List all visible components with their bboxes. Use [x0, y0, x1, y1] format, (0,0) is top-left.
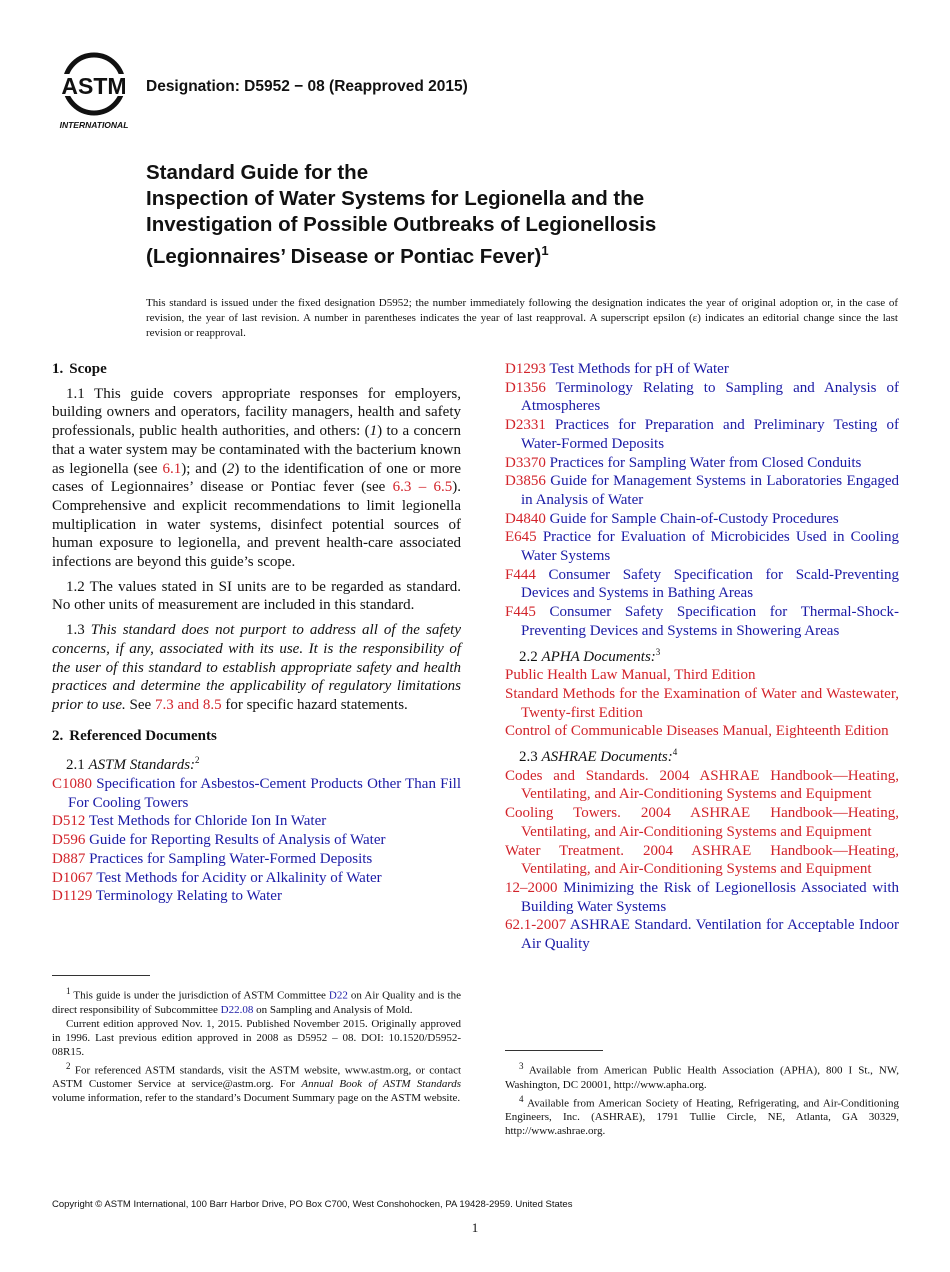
standard-code-link[interactable]: D1293: [505, 361, 546, 377]
footnote-mark: 4: [519, 1093, 524, 1104]
subhead-footnote-mark: 3: [655, 646, 661, 657]
para-text: ) to the identification of one or more cases of Legionnaires’ disease or Pontiac fever (see: [52, 460, 461, 496]
referenced-heading-text: Referenced Documents: [69, 727, 217, 744]
footnote-italic: Annual Book of ASTM Standards: [301, 1078, 461, 1091]
subcommittee-link[interactable]: D22.08: [220, 1003, 254, 1016]
scope-para-1-2: 1.2 The values stated in SI units are to be regarded as standard. No other units of measurement are included in this standard.: [52, 578, 461, 614]
subhead-text: ASTM Standards:: [88, 757, 196, 774]
referenced-heading: [52, 727, 461, 746]
para-text: ); and (: [181, 460, 227, 477]
subhead-footnote-mark: 4: [672, 747, 678, 758]
ashrae-document-item[interactable]: Cooling Towers. 2004 ASHRAE Handbook—Heating, Ventilating, and Air-Conditioning Systems and Equipment: [505, 805, 899, 840]
footnote-1-edition: Current edition approved Nov. 1, 2015. Published November 2015. Originally approved in 1996. Last previous edition approved in 2008 as D5952 – 08. DOI: 10.1520/D5952-08R15.: [52, 1017, 461, 1058]
standard-code-link[interactable]: 62.1-2007: [505, 917, 567, 934]
standard-title-link[interactable]: Terminology Relating to Water: [95, 888, 282, 905]
standard-code-link[interactable]: D887: [52, 850, 86, 867]
footnote-mark: 3: [519, 1061, 524, 1071]
footnote-4: [505, 1092, 899, 1139]
standard-title-link[interactable]: Specification for Asbestos-Cement Products Other Than Fill For Cooling Towers: [68, 776, 461, 811]
footnote-text: Available from American Public Health Association (APHA), 800 I St., NW, Washington, DC 20001, http://www.apha.org.: [505, 1064, 899, 1091]
astm-logo-graphic: [52, 52, 136, 134]
footnotes-right: [505, 1050, 899, 1138]
scope-para-1-1: [52, 385, 461, 572]
footnote-divider: [505, 1050, 603, 1051]
astm-standard-item: [52, 869, 461, 888]
astm-standard-item: [52, 812, 461, 831]
footnotes-left: [52, 975, 461, 1105]
para-number: 1.3: [66, 622, 91, 639]
standard-title-link[interactable]: ASHRAE Standard. Ventilation for Acceptable Indoor Air Quality: [521, 917, 899, 953]
para-text: 1.1 This guide covers appropriate responses for employers, building owners and operators, facility managers, health and safety professionals, public health authorities, and others: (: [52, 385, 461, 440]
para-text: for specific hazard statements.: [221, 696, 408, 713]
referenced-heading-number: 2.: [52, 727, 64, 744]
footnote-text: volume information, refer to the standard’s Document Summary page on the ASTM website.: [52, 1092, 461, 1105]
designation-note: This standard is issued under the fixed designation D5952; the number immediately following the designation indicates the year of original adoption or, in the case of revision, the year of last revision. A number in parentheses indicates the year of last reapproval. A superscript epsilon (ε) indicates an editorial change since the last revision or reapproval.: [146, 297, 898, 339]
section-link[interactable]: 7.3 and 8.5: [154, 696, 222, 713]
footnote-text: For referenced ASTM standards, visit the ASTM website, www.astm.org, or contact ASTM Customer Service at service@astm.org. For: [52, 1064, 462, 1091]
apha-document-item[interactable]: Standard Methods for the Examination of Water and Wastewater, Twenty-first Edition: [505, 685, 899, 721]
para-italic-text: This standard does not purport to address all of the safety concerns, if any, associated with its use. It is the responsibility of the user of this standard to establish appropriate safety and health practices and determine the applicability of regulatory limitations prior to use.: [52, 622, 461, 713]
committee-link[interactable]: D22: [328, 989, 348, 1002]
astm-standard-item: [52, 775, 461, 812]
astm-standard-item: [505, 360, 899, 379]
subhead-text: ASHRAE Documents:: [541, 749, 673, 766]
standard-title-link[interactable]: Test Methods for Acidity or Alkalinity of Water: [96, 869, 382, 886]
designation: Designation: D5952 − 08 (Reapproved 2015): [146, 78, 468, 95]
footnote-3: [505, 1059, 899, 1092]
scope-heading: [52, 360, 461, 379]
standard-code-link[interactable]: D596: [52, 832, 86, 849]
astm-standard-item: [505, 510, 899, 529]
standard-code-link[interactable]: E645: [505, 529, 537, 546]
standard-code-link[interactable]: F445: [505, 604, 536, 621]
standard-title-link[interactable]: Consumer Safety Specification for Thermal-Shock-Preventing Devices and Systems in Showering Areas: [521, 604, 899, 639]
footnote-text: on Air Quality and is the direct responsibility of Subcommittee: [52, 989, 461, 1016]
astm-standard-item: [505, 454, 899, 473]
footnote-text: on Sampling and Analysis of Mold.: [253, 1003, 413, 1016]
logo-subtext: INTERNATIONAL: [59, 120, 129, 130]
right-column: [505, 360, 899, 954]
standard-title-link[interactable]: Consumer Safety Specification for Scald-Preventing Devices and Systems in Bathing Areas: [521, 566, 900, 602]
standard-code-link[interactable]: D3856: [505, 473, 546, 490]
para-enum: 1: [369, 423, 378, 440]
subhead-number: 2.1: [66, 757, 89, 774]
apha-document-item[interactable]: Control of Communicable Diseases Manual, Eighteenth Edition: [505, 723, 889, 740]
title-line-1: Standard Guide for the: [146, 161, 369, 184]
standard-title-link[interactable]: Practices for Sampling Water-Formed Deposits: [89, 850, 373, 867]
standard-title-link[interactable]: Guide for Sample Chain-of-Custody Procedures: [549, 510, 839, 527]
standard-title-link[interactable]: Practice for Evaluation of Microbicides Used in Cooling Water Systems: [521, 529, 900, 565]
title-line-2: Inspection of Water Systems for Legionella and the: [146, 187, 645, 210]
subhead-text: APHA Documents:: [541, 648, 656, 665]
title-footnote-mark: 1: [541, 243, 549, 258]
standard-code-link[interactable]: F444: [505, 566, 536, 583]
footnote-text: This guide is under the jurisdiction of ASTM Committee: [73, 989, 329, 1002]
ashrae-standard-item: [505, 916, 899, 953]
astm-standard-item: [505, 416, 899, 453]
copyright-notice: Copyright © ASTM International, 100 Barr Harbor Drive, PO Box C700, West Conshohocken, PA 19428-2959. United States: [52, 1199, 573, 1210]
title-line-4-text: (Legionnaires’ Disease or Pontiac Fever): [146, 244, 542, 268]
document-title: [146, 160, 866, 270]
standard-title-link[interactable]: Terminology Relating to Sampling and Analysis of Atmospheres: [521, 379, 899, 415]
astm-logo: [52, 52, 136, 134]
standard-title-link[interactable]: Guide for Reporting Results of Analysis of Water: [89, 832, 386, 849]
footnote-divider: [52, 975, 150, 976]
standard-code-link[interactable]: D1067: [52, 869, 93, 886]
astm-standard-item: [505, 472, 899, 509]
astm-standard-item: [505, 528, 899, 565]
para-text: ) to a concern that a water system may be contaminated with the bacterium known as legionella (see: [52, 423, 461, 477]
standard-title-link[interactable]: Practices for Sampling Water from Closed Conduits: [549, 454, 862, 471]
para-text: ). Comprehensive and explicit recommendations to limit legionella multiplication in water systems, disinfect potential sources of human exposure to legionella, and prevent health-care associated infections are beyond this guide’s scope.: [52, 479, 462, 571]
page-number: 1: [471, 1220, 479, 1235]
ashrae-standard-item: [505, 879, 899, 916]
logo-text: ASTM: [61, 73, 127, 99]
standard-code-link[interactable]: D2331: [505, 417, 546, 434]
title-line-3: Investigation of Possible Outbreaks of Legionellosis: [146, 213, 657, 236]
apha-document-item[interactable]: Public Health Law Manual, Third Edition: [505, 667, 756, 684]
standard-title-link[interactable]: Test Methods for pH of Water: [549, 361, 729, 377]
section-link[interactable]: 6.1: [162, 460, 182, 477]
standard-title-link[interactable]: Test Methods for Chloride Ion In Water: [88, 813, 327, 830]
subhead-footnote-mark: 2: [195, 755, 200, 766]
footnote-mark: 2: [66, 1060, 71, 1071]
standard-title-link[interactable]: Practices for Preparation and Preliminary Testing of Water-Formed Deposits: [521, 417, 899, 452]
footnote-2: [52, 1059, 461, 1106]
astm-standard-item: [505, 379, 899, 416]
footnote-text: Available from American Society of Heating, Refrigerating, and Air-Conditioning Engineers, Inc. (ASHRAE), 1791 Tullie Circle, NE, Atlanta, GA 30329, http://www.ashrae.org.: [505, 1097, 899, 1138]
astm-standard-item: [505, 566, 899, 603]
astm-standards-label: [52, 751, 461, 775]
left-column: [52, 360, 461, 906]
ashrae-document-item[interactable]: Water Treatment. 2004 ASHRAE Handbook—Heating, Ventilating, and Air-Conditioning Systems and Equipment: [505, 842, 899, 878]
astm-standard-item: [52, 887, 461, 906]
ashrae-standards-list: [505, 879, 899, 954]
standard-code-link[interactable]: D4840: [505, 510, 546, 527]
standard-title-link[interactable]: Guide for Management Systems in Laboratories Engaged in Analysis of Water: [521, 473, 900, 508]
astm-standard-item: [52, 850, 461, 869]
standard-code-link[interactable]: 12–2000: [505, 879, 558, 896]
subhead-number: 2.2: [519, 648, 542, 665]
footnote-1: [52, 984, 461, 1017]
subhead-number: 2.3: [519, 749, 542, 766]
standard-code-link[interactable]: D1356: [505, 379, 546, 396]
scope-heading-text: Scope: [69, 361, 107, 377]
para-enum: 2: [226, 460, 235, 477]
standard-code-link[interactable]: D3370: [505, 454, 546, 471]
scope-para-1-3: [52, 621, 461, 715]
scope-heading-number: 1.: [52, 361, 64, 377]
astm-standard-item: [52, 831, 461, 850]
standard-title-link[interactable]: Minimizing the Risk of Legionellosis Associated with Building Water Systems: [521, 879, 900, 915]
apha-documents-label: [505, 643, 899, 667]
ashrae-documents-label: [505, 743, 899, 767]
standard-code-link[interactable]: D1129: [52, 888, 93, 905]
section-link[interactable]: 6.3 – 6.5: [392, 479, 453, 496]
para-text: See: [125, 696, 155, 713]
standard-code-link[interactable]: C1080: [52, 776, 93, 793]
footnote-mark: 1: [66, 986, 71, 996]
astm-standards-list-left: [52, 775, 461, 906]
ashrae-document-item[interactable]: Codes and Standards. 2004 ASHRAE Handbook—Heating, Ventilating, and Air-Conditioning Systems and Equipment: [505, 767, 899, 803]
apha-documents-list: [505, 666, 899, 741]
standard-code-link[interactable]: D512: [52, 813, 86, 830]
astm-standard-item: [505, 603, 899, 640]
title-line-4: [146, 238, 866, 270]
astm-standards-list-right: [505, 360, 899, 641]
ashrae-documents-list: [505, 767, 899, 879]
